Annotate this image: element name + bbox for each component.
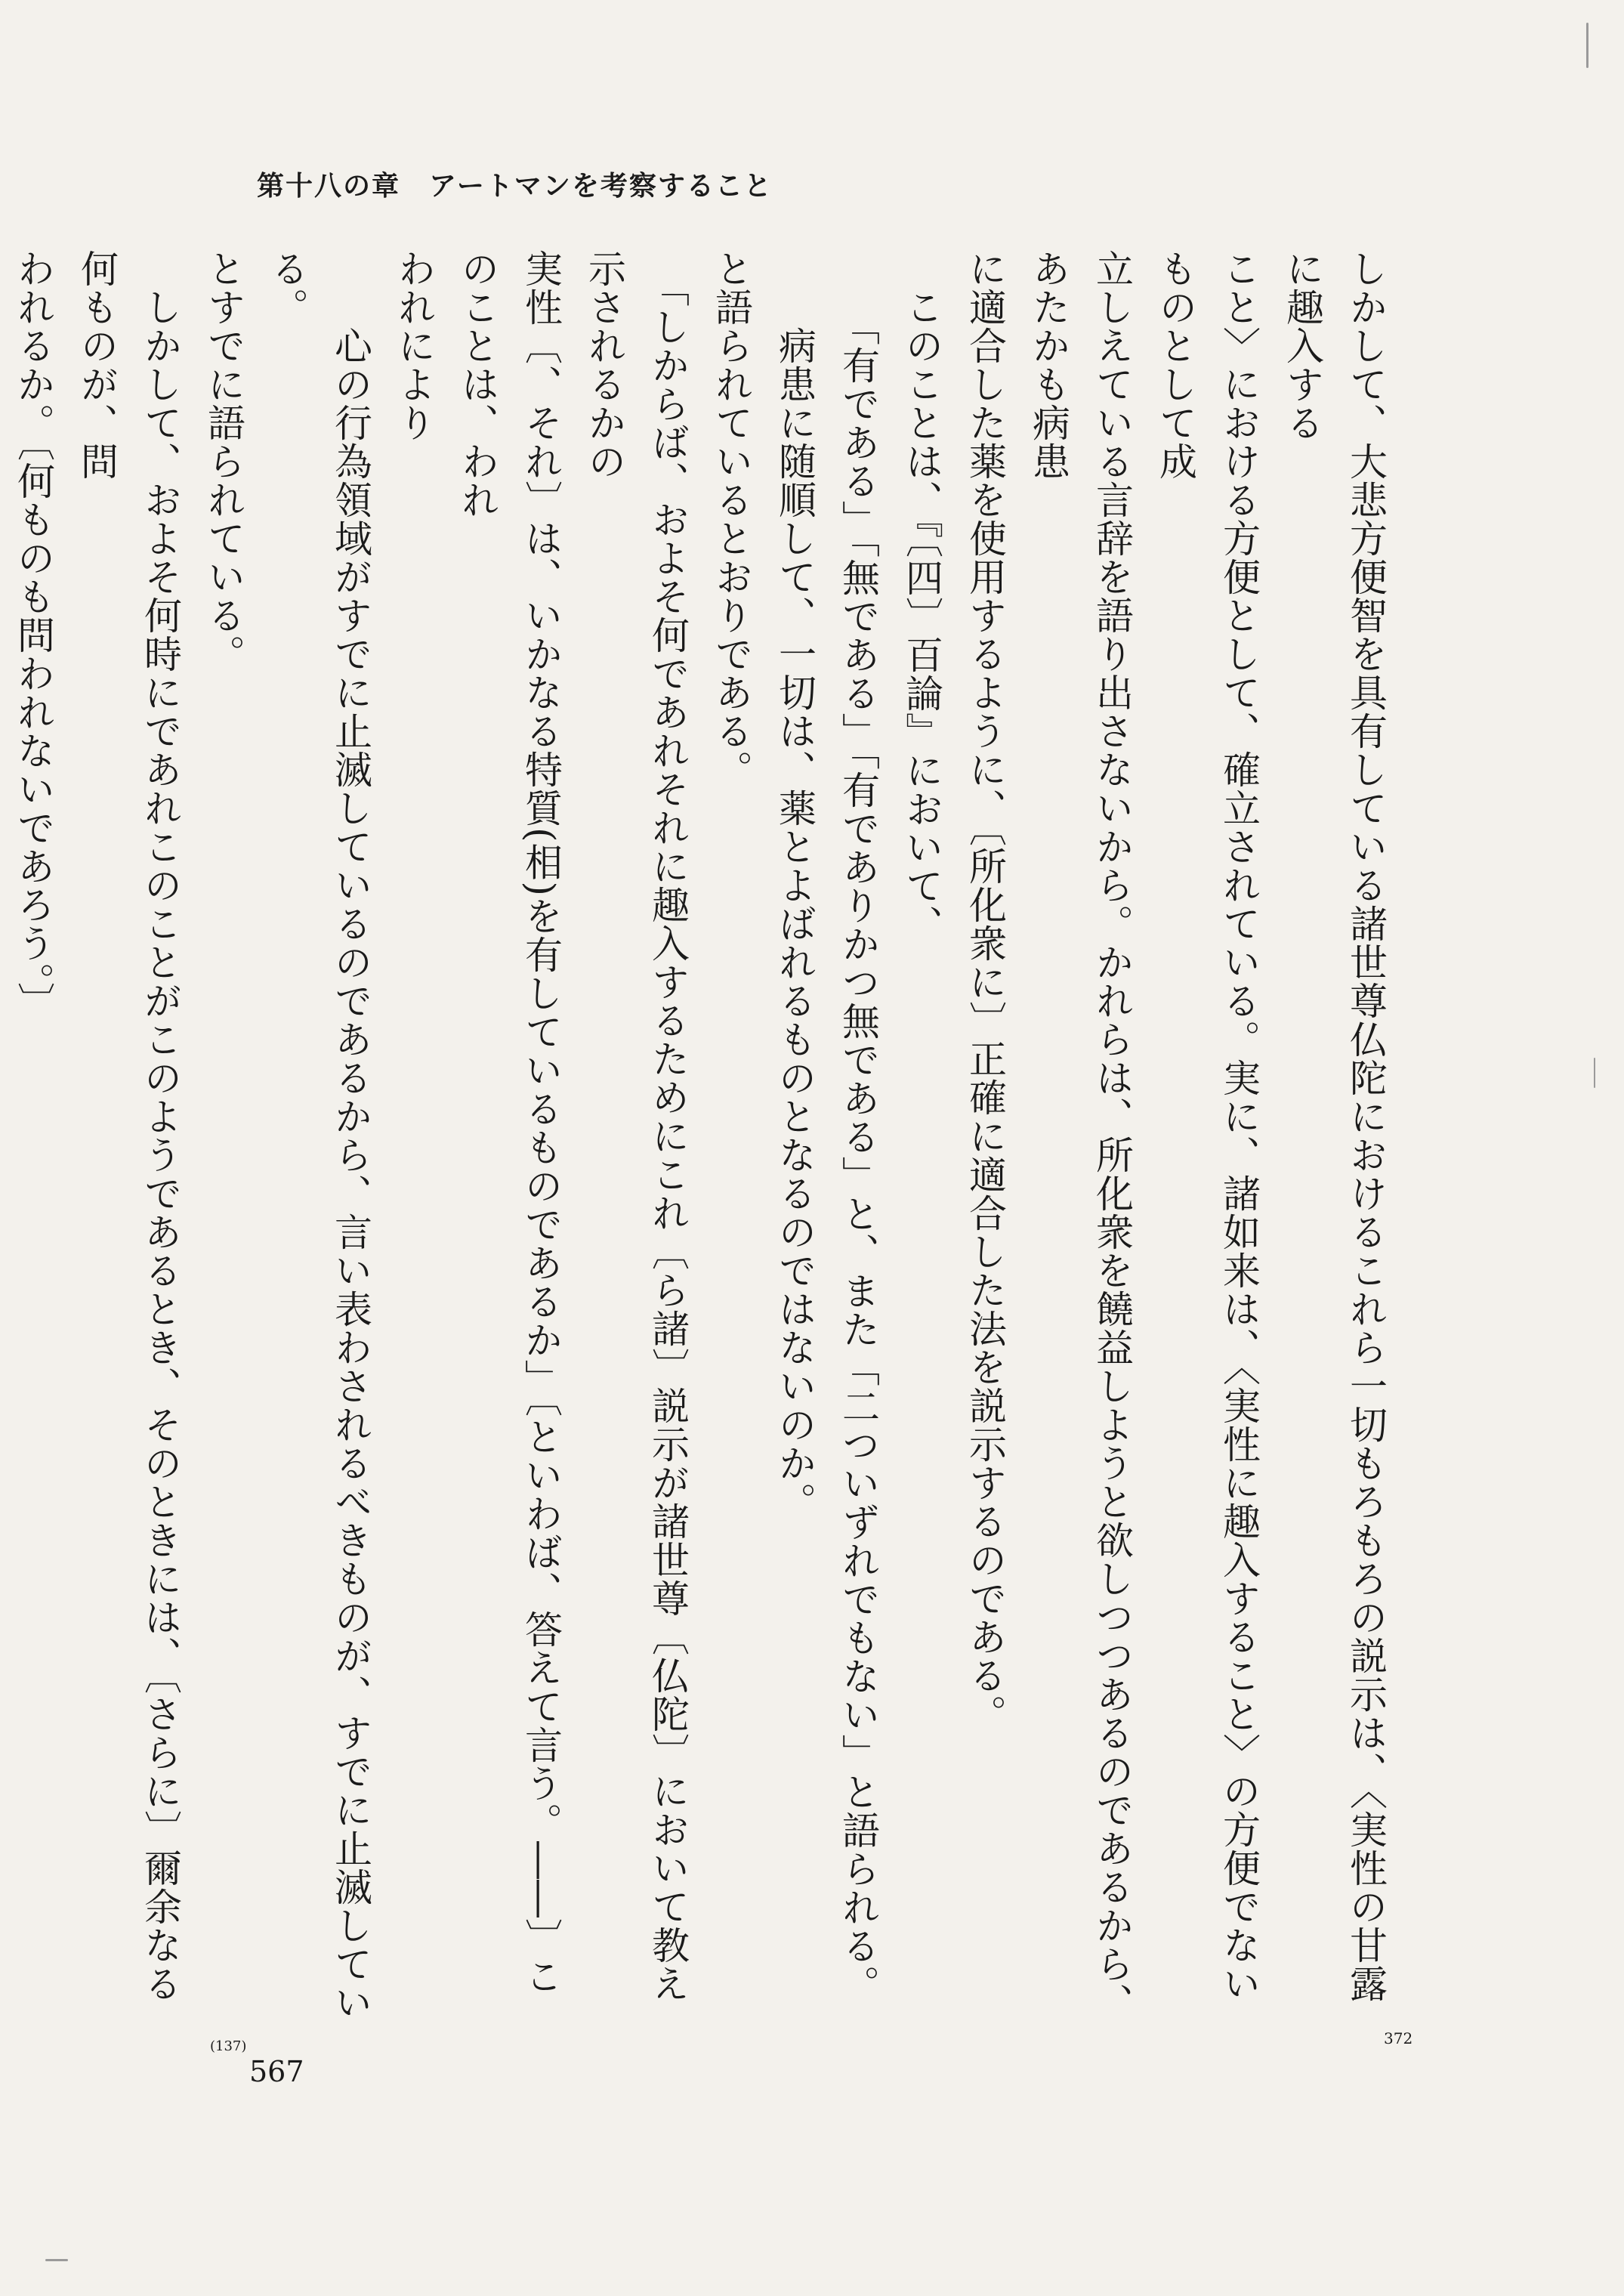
small-reference-number: (137) [210,2038,247,2054]
text-column: こと〉における方便として、確立されている。実に、諸如来は、〈実性に趣入すること〉の方便でないものとして成 [1153,249,1261,2003]
running-header: 第十八の章 アートマンを考察すること [257,170,773,202]
scan-mark [1586,23,1588,68]
inner-page-number: 372 [1384,2029,1413,2047]
text-column: 立しえている言辞を語り出さないから。かれらは、所化衆を饒益しようと欲しつつあるのであるから、あたかも病患 [1027,249,1134,2022]
quote-column: 病患に随順して、一切は、薬とよばれるものとなるのではないのか。 [773,249,817,1521]
text-column: 実性〔、それ〕は、いかなる特質(相)を有しているものであるか」〔といわば、答えて言う。――〕このことは、われ [455,249,563,1996]
text-column: しかして、およそ何時にであれこのことがこのようであるとき、そのときには、〔さらに〕爾余なる何ものが、問 [75,249,182,2003]
text-column: 「しからば、およそ何であれそれに趣入するためにこれ〔ら諸〕説示が諸世尊〔仏陀〕において教え示されるかの [582,249,690,2003]
text-column: このことは、『〔四〕百論』において、 [900,249,943,944]
quote-column: 「有である」「無である」「有でありかつ無である」と、また「二ついずれでもない」と語られる。 [836,249,880,2004]
quote-column: 心の行為領域がすでに止滅しているのであるから、言い表わされるべきものが、すでに止滅している。 [265,249,372,2022]
text-column [0,249,2,2032]
text-column: に適合した薬を使用するように、〔所化衆に〕正確に適合した法を説示するのである。 [963,249,1007,1733]
text-column: とすでに語られている。 [202,249,245,673]
text-column: しかして、大悲方便智を具有している諸世尊仏陀におけるこれら一切もろもろの説示は、〈実性の甘露に趣入する [1280,249,1388,2003]
scan-mark [1594,1058,1595,1088]
text-column: と語られているとおりである。 [709,249,753,789]
scan-mark [45,2259,68,2261]
page-number: 567 [249,2055,304,2088]
vertical-text-body [11,249,1397,2032]
text-column: われるか。〔何ものも問われないであろう。〕 [11,249,55,1021]
text-column: われにより [392,249,436,442]
